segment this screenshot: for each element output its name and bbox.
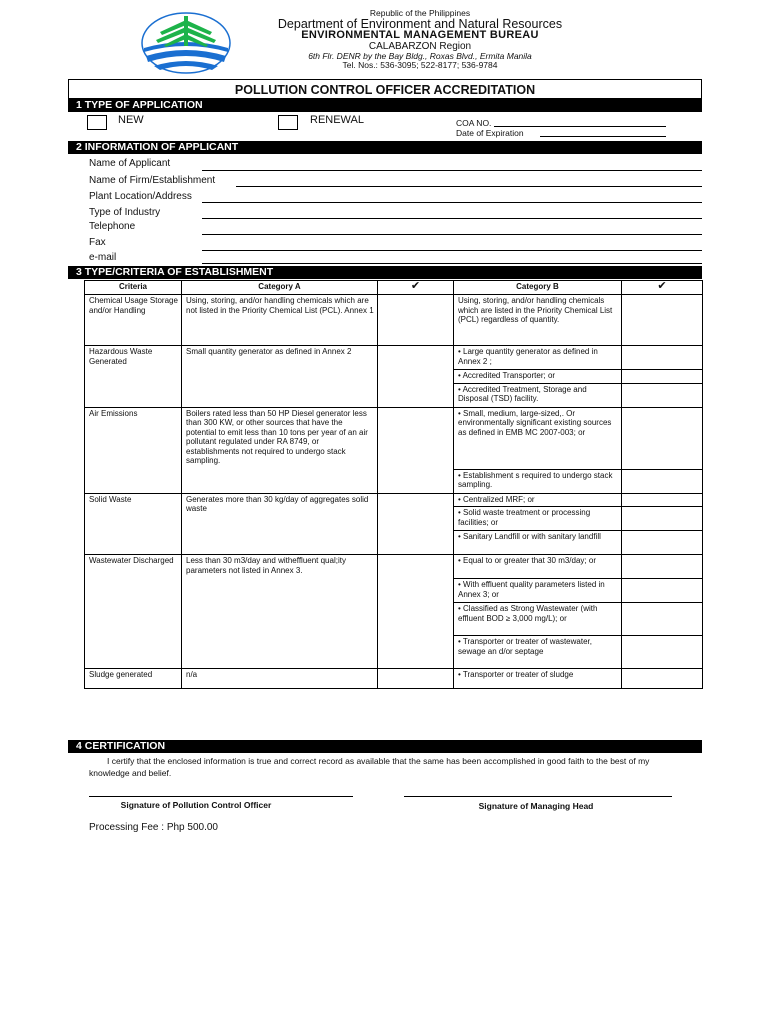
firm-input[interactable] [236, 186, 702, 187]
check-b-cell[interactable] [622, 669, 703, 689]
check-b-header: ✔ [622, 281, 703, 295]
check-b-cell[interactable] [622, 370, 703, 384]
category-b-cell: • Sanitary Landfill or with sanitary landfill [454, 531, 622, 555]
check-b-cell[interactable] [622, 507, 703, 531]
category-b-cell: • Large quantity generator as defined in Annex 2 ; [454, 346, 622, 370]
check-b-cell[interactable] [622, 636, 703, 669]
criteria-cell: Sludge generated [85, 669, 182, 689]
check-a-cell[interactable] [378, 295, 454, 346]
section-1-header: 1 TYPE OF APPLICATION [68, 99, 702, 112]
category-a-cell: Less than 30 m3/day and witheffluent qual;ity parameters not listed in Annex 3. [182, 555, 378, 669]
table-header-row [85, 281, 703, 295]
criteria-cell: Hazardous Waste Generated [85, 346, 182, 408]
table-row [85, 346, 703, 370]
check-b-cell[interactable] [622, 469, 703, 493]
category-b-cell: • Classified as Strong Wastewater (with effluent BOD ≥ 3,000 mg/L); or [454, 603, 622, 636]
region-text: CALABARZON Region [368, 41, 472, 52]
table-row [85, 407, 703, 469]
emb-logo-icon [140, 12, 232, 74]
criteria-cell: Solid Waste [85, 493, 182, 555]
section-2-header: 2 INFORMATION OF APPLICANT [68, 141, 702, 154]
table-row [85, 295, 703, 346]
processing-fee: Processing Fee : Php 500.00 [89, 822, 218, 833]
check-b-cell[interactable] [622, 383, 703, 407]
category-a-cell: Boilers rated less than 50 HP Diesel generator less than 300 KW, or other sources that have the potential to emit less than 10 tons per year of an air pollutant regulated under RA 8749, or establishments not required to undergo stack sampling. [182, 407, 378, 493]
field-label-industry: Type of Industry [89, 207, 161, 218]
telephone-text: Tel. Nos.: 536-3095; 522-8177; 536-9784 [342, 60, 498, 70]
coa-input[interactable] [494, 126, 666, 127]
email-input[interactable] [202, 263, 702, 264]
category-b-cell: • Establishment s required to undergo stack sampling. [454, 469, 622, 493]
head-signature-label: Signature of Managing Head [478, 801, 594, 811]
fax-input[interactable] [202, 250, 702, 251]
check-a-header: ✔ [378, 281, 454, 295]
new-checkbox[interactable] [87, 115, 107, 130]
applicant-input[interactable] [202, 170, 702, 171]
check-a-cell[interactable] [378, 555, 454, 669]
bureau-text: ENVIRONMENTAL MANAGEMENT BUREAU [301, 29, 539, 41]
check-b-cell[interactable] [622, 579, 703, 603]
category-b-cell: • Small, medium, large-sized,. Or environmentally significant existing sources as defined in EMB MC 2007-003; or [454, 407, 622, 469]
expiration-label: Date of Expiration [456, 128, 524, 138]
check-b-cell[interactable] [622, 493, 703, 507]
head-signature-line[interactable] [404, 796, 672, 797]
coa-label: COA NO. [456, 118, 492, 128]
category-b-cell: • Transporter or treater of sludge [454, 669, 622, 689]
field-label-applicant: Name of Applicant [89, 158, 171, 169]
category-a-cell: Generates more than 30 kg/day of aggregates solid waste [182, 493, 378, 555]
check-b-cell[interactable] [622, 555, 703, 579]
field-label-fax: Fax [89, 237, 106, 248]
new-label: NEW [118, 114, 144, 126]
field-label-email: e-mail [89, 252, 117, 263]
criteria-header: Criteria [85, 281, 182, 295]
republic-text: Republic of the Philippines [369, 8, 471, 18]
certification-statement: I certify that the enclosed information is true and correct record as available that the same has been accomplished in good faith to the best of my knowledge and belief. [89, 756, 650, 778]
pco-signature-line[interactable] [89, 796, 353, 797]
category-a-cell: Using, storing, and/or handling chemicals which are not listed in the Priority Chemical List (PCL). Annex 1 [182, 295, 378, 346]
field-label-address: Plant Location/Address [89, 191, 192, 202]
field-label-telephone: Telephone [89, 221, 136, 232]
category-b-cell: • Equal to or greater that 30 m3/day; or [454, 555, 622, 579]
renewal-checkbox[interactable] [278, 115, 298, 130]
check-b-cell[interactable] [622, 346, 703, 370]
address-input[interactable] [202, 202, 702, 203]
category-a-header: Category A [182, 281, 378, 295]
check-a-cell[interactable] [378, 669, 454, 689]
check-b-cell[interactable] [622, 407, 703, 469]
criteria-table [84, 280, 703, 689]
category-a-cell: n/a [182, 669, 378, 689]
section-3-header: 3 TYPE/CRITERIA OF ESTABLISHMENT [68, 266, 702, 279]
renewal-label: RENEWAL [310, 114, 364, 126]
table-row [85, 669, 703, 689]
check-a-cell[interactable] [378, 407, 454, 493]
criteria-cell: Wastewater Discharged [85, 555, 182, 669]
category-b-cell: • Centralized MRF; or [454, 493, 622, 507]
check-a-cell[interactable] [378, 346, 454, 408]
category-b-cell: • Accredited Transporter; or [454, 370, 622, 384]
check-b-cell[interactable] [622, 531, 703, 555]
criteria-cell: Air Emissions [85, 407, 182, 493]
category-b-cell: • Accredited Treatment, Storage and Disposal (TSD) facility. [454, 383, 622, 407]
category-b-cell: • With effluent quality parameters listed in Annex 3; or [454, 579, 622, 603]
department-text: Department of Environment and Natural Resources [277, 17, 563, 31]
table-row [85, 493, 703, 507]
form-title: POLLUTION CONTROL OFFICER ACCREDITATION [68, 79, 702, 99]
expiration-input[interactable] [540, 136, 666, 137]
check-b-cell[interactable] [622, 295, 703, 346]
telephone-input[interactable] [202, 234, 702, 235]
section-4-header: 4 CERTIFICATION [68, 740, 702, 753]
table-row [85, 555, 703, 579]
category-b-header: Category B [454, 281, 622, 295]
category-b-cell: • Solid waste treatment or processing facilities; or [454, 507, 622, 531]
category-b-cell: Using, storing, and/or handling chemicals which are listed in the Priority Chemical List (PCL) regardless of quantity. [454, 295, 622, 346]
pco-signature-label: Signature of Pollution Control Officer [120, 800, 272, 810]
field-label-firm: Name of Firm/Establishment [89, 175, 216, 186]
category-a-cell: Small quantity generator as defined in Annex 2 [182, 346, 378, 408]
industry-input[interactable] [202, 218, 702, 219]
criteria-cell: Chemical Usage Storage and/or Handling [85, 295, 182, 346]
category-b-cell: • Transporter or treater of wastewater, sewage an d/or septage [454, 636, 622, 669]
check-b-cell[interactable] [622, 603, 703, 636]
address-text: 6th Flr. DENR by the Bay Bldg., Roxas Blvd., Ermita Manila [308, 51, 532, 61]
check-a-cell[interactable] [378, 493, 454, 555]
